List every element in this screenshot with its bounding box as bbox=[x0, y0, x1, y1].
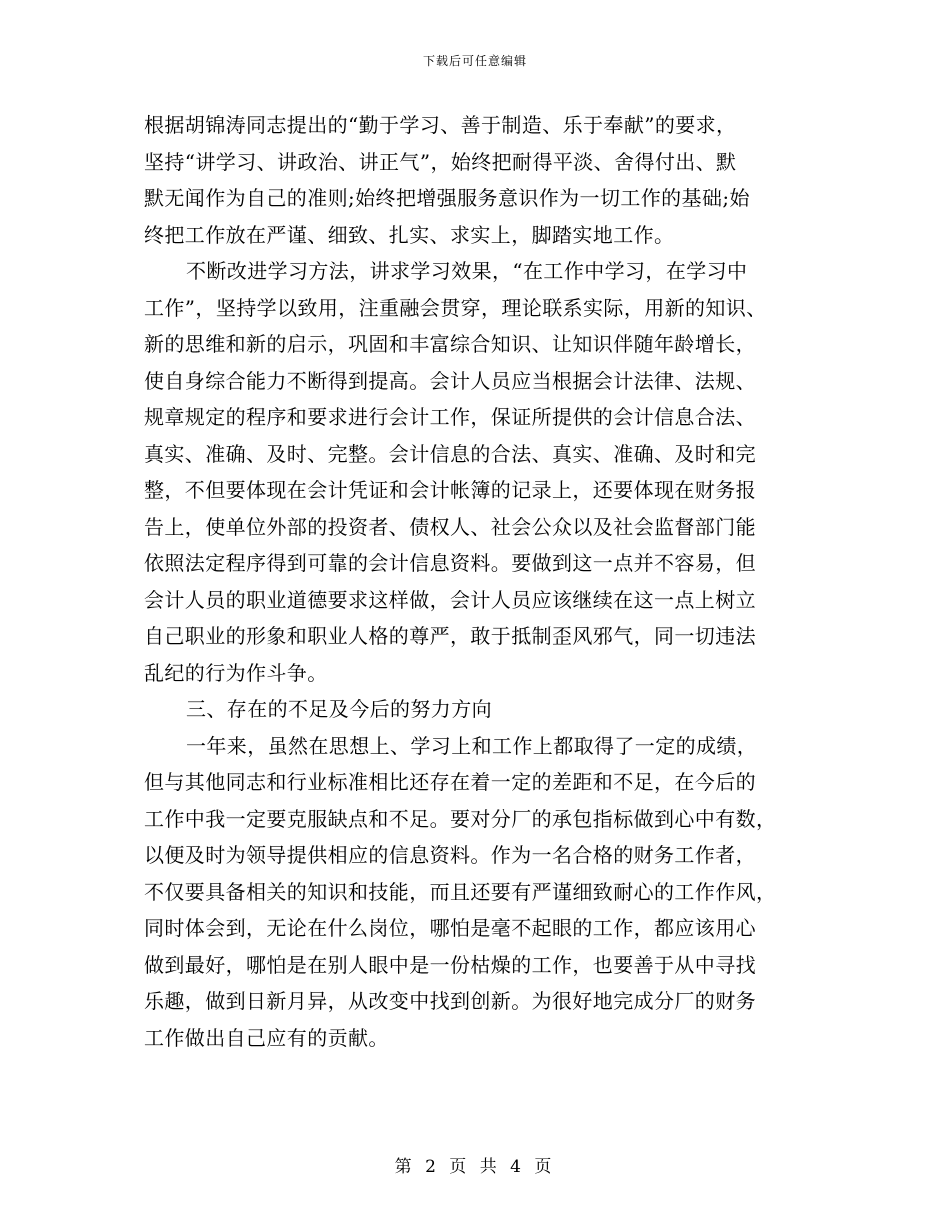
text-line: 整，不但要体现在会计凭证和会计帐簿的记录上，还要体现在财务报 bbox=[144, 478, 756, 502]
text-line: 工作中我一定要克服缺点和不足。要对分厂的承包指标做到心中有数， bbox=[144, 806, 777, 831]
text-line: 以便及时为领导提供相应的信息资料。作为一名合格的财务工作者， bbox=[144, 843, 756, 867]
text-line: 根据胡锦涛同志提出的“勤于学习、善于制造、乐于奉献”的要求， bbox=[144, 113, 737, 137]
text-line: 同时体会到，无论在什么岗位，哪怕是毫不起眼的工作，都应该用心 bbox=[144, 916, 756, 940]
page-header: 下载后可任意编辑 bbox=[422, 54, 527, 68]
text-line: 但与其他同志和行业标准相比还存在着一定的差距和不足，在今后的 bbox=[144, 770, 756, 794]
text-line: 新的思维和新的启示，巩固和丰富综合知识、让知识伴随年龄增长， bbox=[144, 332, 756, 356]
text-line: 会计人员的职业道德要求这样做，会计人员应该继续在这一点上树立 bbox=[144, 587, 756, 612]
text-line: 终把工作放在严谨、细致、扎实、求实上，脚踏实地工作。 bbox=[144, 222, 675, 247]
text-line: 依照法定程序得到可靠的会计信息资料。要做到这一点并不容易，但 bbox=[144, 551, 756, 575]
text-line: 工作做出自己应有的贡献。 bbox=[144, 1025, 389, 1050]
text-line: 自己职业的形象和职业人格的尊严，敢于抵制歪风邪气，同一切违法 bbox=[144, 624, 756, 648]
page-footer: 第 2 页 共 4 页 bbox=[394, 1157, 556, 1177]
text-line: 默无闻作为自己的准则;始终把增强服务意识作为一切工作的基础;始 bbox=[144, 186, 750, 210]
text-line: 使自身综合能力不断得到提高。会计人员应当根据会计法律、法规、 bbox=[144, 368, 756, 393]
text-line: 做到最好，哪怕是在别人眼中是一份枯燥的工作，也要善于从中寻找 bbox=[144, 952, 756, 977]
text-line: 不断改进学习方法，讲求学习效果，“在工作中学习，在学习中 bbox=[186, 259, 748, 283]
text-line: 乐趣，做到日新月异，从改变中找到创新。为很好地完成分厂的财务 bbox=[144, 989, 756, 1013]
text-line: 坚持“讲学习、讲政治、讲正气”，始终把耐得平淡、舍得付出、默 bbox=[144, 149, 737, 174]
text-line: 不仅要具备相关的知识和技能，而且还要有严谨细致耐心的工作作风， bbox=[144, 879, 777, 904]
text-line: 工作”，坚持学以致用，注重融会贯穿，理论联系实际，用新的知识、 bbox=[144, 295, 767, 320]
text-line: 真实、准确、及时、完整。会计信息的合法、真实、准确、及时和完 bbox=[144, 441, 756, 466]
text-line: 三、存在的不足及今后的努力方向 bbox=[186, 697, 492, 721]
text-line: 规章规定的程序和要求进行会计工作，保证所提供的会计信息合法、 bbox=[144, 405, 756, 429]
document-body bbox=[144, 107, 814, 1056]
text-line: 乱纪的行为作斗争。 bbox=[144, 660, 328, 685]
text-line: 一年来，虽然在思想上、学习上和工作上都取得了一定的成绩， bbox=[186, 733, 758, 758]
text-line: 告上，使单位外部的投资者、债权人、社会公众以及社会监督部门能 bbox=[144, 514, 756, 539]
